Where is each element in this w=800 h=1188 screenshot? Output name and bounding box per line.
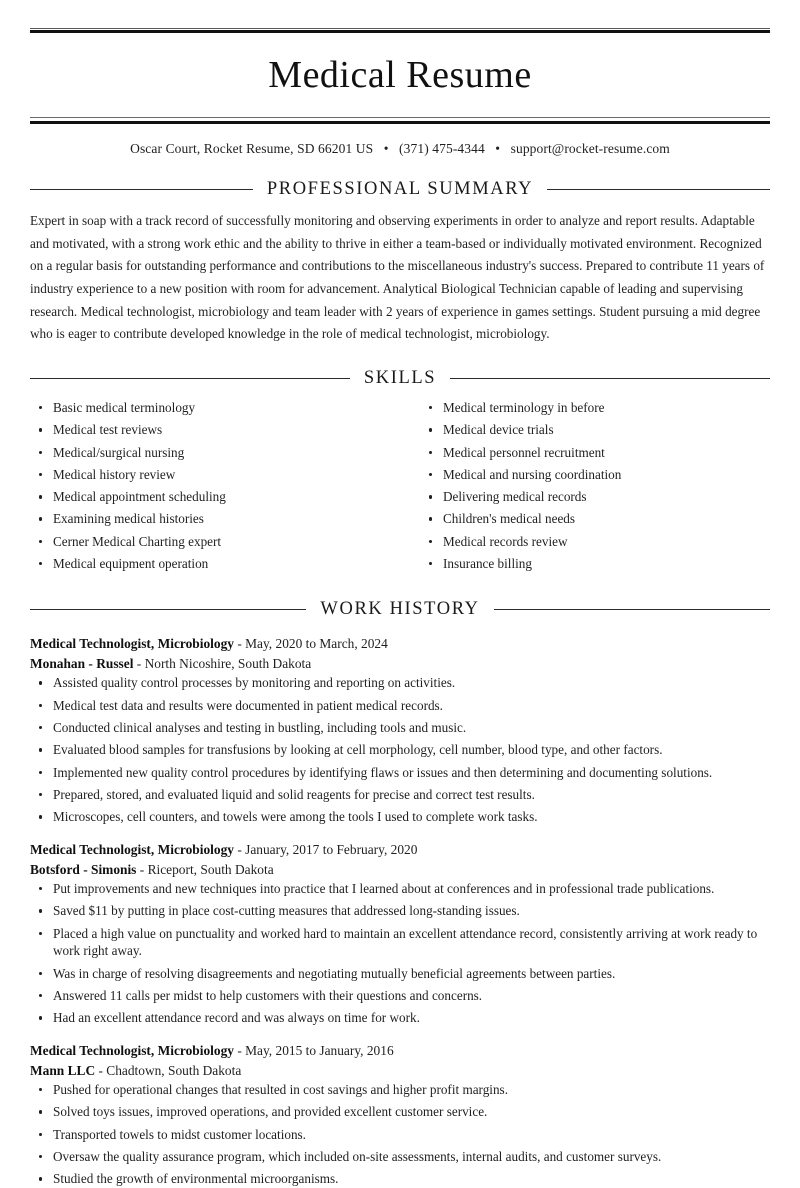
list-item: Microscopes, cell counters, and towels were among the tools I used to complete work tasks. [30, 808, 770, 826]
list-item: Medical history review [30, 466, 400, 484]
job-position: Medical Technologist, Microbiology [30, 841, 234, 857]
header-bottom-divider-thin [30, 117, 770, 118]
list-item: Pushed for operational changes that resulted in cost savings and higher profit margins. [30, 1081, 770, 1099]
contact-email: support@rocket-resume.com [510, 140, 670, 156]
job-location: Chadtown, South Dakota [106, 1062, 242, 1078]
header-top-divider [30, 28, 770, 33]
job-employer: Mann LLC [30, 1062, 96, 1078]
rule-left [30, 189, 253, 190]
job-title-line: Medical Technologist, Microbiology - May, 2020 to March, 2024 [30, 636, 388, 652]
job-employer-line: Mann LLC - Chadtown, South Dakota [30, 1062, 242, 1078]
work-history-entry [30, 634, 770, 826]
section-header-skills [30, 368, 770, 389]
section-header-professional-summary [30, 179, 770, 200]
job-employer: Monahan - Russel [30, 656, 134, 672]
job-bullet-list [30, 880, 770, 1027]
list-item: Medical/surgical nursing [30, 444, 400, 462]
section-title-professional-summary: PROFESSIONAL SUMMARY [266, 178, 534, 199]
list-item: Implemented new quality control procedures by identifying flaws or issues and then determining and documenting solutions. [30, 764, 770, 782]
list-item: Placed a high value on punctuality and worked hard to maintain an excellent attendance record, consistently arriving at work ready to work right away. [30, 925, 770, 960]
list-item: Medical test data and results were documented in patient medical records. [30, 697, 770, 715]
list-item: Children's medical needs [420, 510, 770, 528]
job-employer: Botsford - Simonis [30, 861, 137, 877]
list-item: Delivering medical records [420, 488, 770, 506]
contact-address: Oscar Court, Rocket Resume, SD 66201 US [130, 140, 374, 156]
job-employer-line: Botsford - Simonis - Riceport, South Dakota [30, 861, 274, 877]
contact-separator-1: • [383, 140, 389, 156]
rule-right [450, 378, 770, 379]
rule-right [494, 609, 770, 610]
contact-line [30, 141, 770, 157]
skills-columns [30, 399, 770, 577]
work-history-entry [30, 840, 770, 1027]
list-item: Basic medical terminology [30, 399, 400, 417]
skills-list-right [420, 399, 770, 573]
job-title-line: Medical Technologist, Microbiology - January, 2017 to February, 2020 [30, 841, 418, 857]
job-location: Riceport, South Dakota [147, 861, 274, 877]
list-item: Cerner Medical Charting expert [30, 533, 400, 551]
list-item: Prepared, stored, and evaluated liquid and solid reagents for precise and correct test results. [30, 786, 770, 804]
job-bullet-list [30, 674, 770, 825]
job-position: Medical Technologist, Microbiology [30, 1042, 234, 1058]
header-bottom-divider-thick [30, 121, 770, 124]
list-item: Assisted quality control processes by monitoring and reporting on activities. [30, 674, 770, 692]
job-dates: January, 2017 to February, 2020 [245, 841, 418, 857]
list-item: Oversaw the quality assurance program, which included on-site assessments, internal audits, and customer surveys. [30, 1148, 770, 1166]
skills-column-left [30, 399, 400, 577]
list-item: Medical records review [420, 533, 770, 551]
job-title-line: Medical Technologist, Microbiology - May, 2015 to January, 2016 [30, 1042, 394, 1058]
resume-page [0, 28, 800, 1187]
section-title-work-history: WORK HISTORY [320, 599, 480, 620]
contact-phone: (371) 475-4344 [399, 140, 485, 156]
list-item: Conducted clinical analyses and testing in bustling, including tools and music. [30, 719, 770, 737]
skills-column-right [400, 399, 770, 577]
list-item: Solved toys issues, improved operations, and provided excellent customer service. [30, 1103, 770, 1121]
list-item: Insurance billing [420, 555, 770, 573]
list-item: Examining medical histories [30, 510, 400, 528]
job-dates: May, 2015 to January, 2016 [245, 1042, 394, 1058]
list-item: Medical and nursing coordination [420, 466, 770, 484]
job-bullet-list [30, 1081, 770, 1188]
rule-left [30, 609, 306, 610]
list-item: Medical device trials [420, 421, 770, 439]
list-item: Transported towels to midst customer locations. [30, 1126, 770, 1144]
job-dates: May, 2020 to March, 2024 [245, 636, 388, 652]
list-item: Medical equipment operation [30, 555, 400, 573]
rule-right [547, 189, 770, 190]
list-item: Medical test reviews [30, 421, 400, 439]
list-item: Medical appointment scheduling [30, 488, 400, 506]
skills-list-left [30, 399, 400, 573]
list-item: Studied the growth of environmental microorganisms. [30, 1170, 770, 1188]
work-history-entry [30, 1041, 770, 1188]
section-title-skills: SKILLS [363, 368, 437, 389]
job-location: North Nicoshire, South Dakota [144, 656, 312, 672]
section-header-work-history [30, 599, 770, 620]
professional-summary-text: Expert in soap with a track record of successfully monitoring and observing experiments in order to analyze and report results. Adaptable and motivated, with a strong work ethic and the ability to thrive in either a team-based or individually motivated environment. Recognized on a regular basis for outstanding performance and contributions to the miscellaneous industry's success. Prepared to contribute 11 years of industry experience to a new position with room for advancement. Analytical Biological Technician capable of leading and supervising research. Medical technologist, microbiology and team leader with 2 years of experience in games settings. Student pursuing a mid degree who is eager to contribute developed knowledge in the role of medical technologist, microbiology. [30, 212, 765, 342]
list-item: Was in charge of resolving disagreements and negotiating mutually beneficial agreements between parties. [30, 965, 770, 983]
contact-separator-2: • [495, 140, 501, 156]
page-title: Medical Resume [268, 54, 532, 96]
list-item: Medical personnel recruitment [420, 444, 770, 462]
list-item: Evaluated blood samples for transfusions by looking at cell morphology, cell number, blood type, and other factors. [30, 741, 770, 759]
list-item: Medical terminology in before [420, 399, 770, 417]
list-item: Had an excellent attendance record and was always on time for work. [30, 1009, 770, 1027]
job-employer-line: Monahan - Russel - North Nicoshire, South Dakota [30, 656, 312, 672]
rule-left [30, 378, 350, 379]
list-item: Put improvements and new techniques into practice that I learned about at conferences and in professional trade publications. [30, 880, 770, 898]
list-item: Saved $11 by putting in place cost-cutting measures that addressed long-standing issues. [30, 902, 770, 920]
job-position: Medical Technologist, Microbiology [30, 636, 234, 652]
list-item: Answered 11 calls per midst to help customers with their questions and concerns. [30, 987, 770, 1005]
